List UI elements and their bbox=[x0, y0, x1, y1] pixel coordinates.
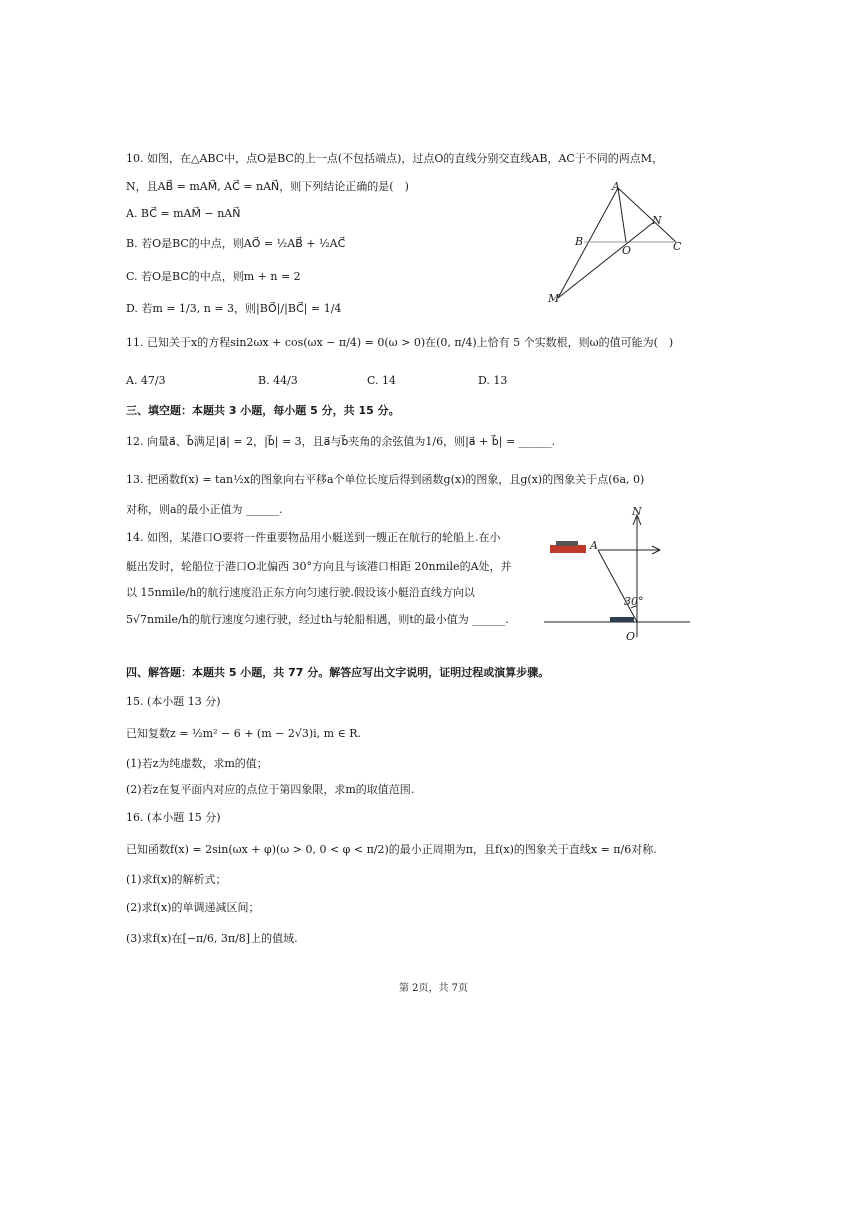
line-ac bbox=[618, 188, 676, 242]
label-m: M bbox=[548, 292, 560, 305]
label-n: N bbox=[652, 214, 662, 227]
q16-part2: (2)求f(x)的单调递减区间； bbox=[126, 901, 260, 914]
q13-stem-line2: 对称，则a的最小正值为 ______. bbox=[126, 503, 283, 516]
q11-option-c: C. 14 bbox=[367, 374, 397, 387]
label-north: N bbox=[632, 505, 642, 518]
q15-heading: 15. (本小题 13 分) bbox=[126, 695, 221, 708]
line-am bbox=[558, 188, 618, 298]
q16-part3: (3)求f(x)在[−π/6, 3π/8]上的值域. bbox=[126, 932, 298, 945]
line-mn bbox=[558, 222, 654, 298]
label-b: B bbox=[575, 235, 584, 248]
label-o: O bbox=[622, 244, 632, 257]
q15-part2: (2)若z在复平面内对应的点位于第四象限，求m的取值范围. bbox=[126, 783, 415, 796]
boat-icon bbox=[610, 617, 634, 622]
q16-heading: 16. (本小题 15 分) bbox=[126, 811, 221, 824]
q10-option-d: D. 若m = 1/3, n = 3，则|BO⃗|/|BC⃗| = 1/4 bbox=[126, 302, 342, 315]
line-oa bbox=[598, 550, 637, 622]
q10-stem-line1: 10. 如图，在△ABC中，点O是BC的上一点(不包括端点)，过点O的直线分别交直线AB，AC于不同的两点M， bbox=[126, 152, 664, 165]
q14-stem-line1: 14. 如图，某港口O要将一件重要物品用小艇送到一艘正在航行的轮船上.在小 bbox=[126, 531, 501, 544]
q16-part1: (1)求f(x)的解析式； bbox=[126, 873, 227, 886]
q12-stem: 12. 向量a⃗、b⃗满足|a⃗| = 2，|b⃗| = 3，且a⃗与b⃗夹角的余弦值为1/6，则|a⃗ + b⃗| = ______. bbox=[126, 435, 556, 448]
q16-stem: 已知函数f(x) = 2sin(ωx + φ)(ω > 0, 0 < φ < π/2)的最小正周期为π，且f(x)的图象关于直线x = π/6对称. bbox=[126, 843, 657, 856]
q13-stem-line1: 13. 把函数f(x) = tan½x的图象向右平移a个单位长度后得到函数g(x)的图象，且g(x)的图象关于点(6a, 0) bbox=[126, 473, 645, 486]
label-angle: 30° bbox=[624, 595, 644, 608]
q11-stem: 11. 已知关于x的方程sin2ωx + cos(ωx − π/4) = 0(ω > 0)在(0, π/4)上恰有 5 个实数根，则ω的值可能为( ) bbox=[126, 336, 674, 349]
q14-stem-line3: 以 15nmile/h的航行速度沿正东方向匀速行驶.假设该小艇沿直线方向以 bbox=[126, 586, 475, 599]
q10-option-c: C. 若O是BC的中点，则m + n = 2 bbox=[126, 270, 301, 283]
label-a: A bbox=[590, 539, 598, 552]
q10-option-a: A. BC⃗ = mAM⃗ − nAN⃗ bbox=[126, 207, 241, 220]
label-c: C bbox=[673, 240, 682, 253]
ship-icon bbox=[550, 541, 586, 553]
q11-option-b: B. 44/3 bbox=[258, 374, 298, 387]
section-fill-in-heading: 三、填空题：本题共 3 小题，每小题 5 分，共 15 分。 bbox=[126, 404, 400, 417]
q11-option-a: A. 47/3 bbox=[126, 374, 166, 387]
label-a: A bbox=[612, 180, 620, 193]
q11-option-d: D. 13 bbox=[478, 374, 508, 387]
q10-option-b: B. 若O是BC的中点，则AO⃗ = ½AB⃗ + ½AC⃗ bbox=[126, 237, 346, 250]
q15-stem: 已知复数z = ½m² − 6 + (m − 2√3)i, m ∈ R. bbox=[126, 727, 362, 740]
label-o: O bbox=[626, 630, 636, 643]
section-solutions-heading: 四、解答题：本题共 5 小题，共 77 分。解答应写出文字说明，证明过程或演算步骤。 bbox=[126, 666, 550, 679]
page-footer: 第 2页，共 7页 bbox=[398, 983, 469, 994]
line-ao bbox=[618, 188, 626, 242]
navigation-figure bbox=[540, 505, 700, 645]
triangle-figure bbox=[540, 178, 700, 308]
q10-stem-line2: N，且AB⃗ = mAM⃗, AC⃗ = nAN⃗，则下列结论正确的是( ) bbox=[126, 180, 409, 193]
q15-part1: (1)若z为纯虚数，求m的值； bbox=[126, 757, 268, 770]
q14-stem-line2: 艇出发时，轮船位于港口O北偏西 30°方向且与该港口相距 20nmile的A处，并 bbox=[126, 560, 512, 573]
q14-stem-line4: 5√7nmile/h的航行速度匀速行驶，经过th与轮船相遇，则t的最小值为 ______. bbox=[126, 613, 509, 626]
